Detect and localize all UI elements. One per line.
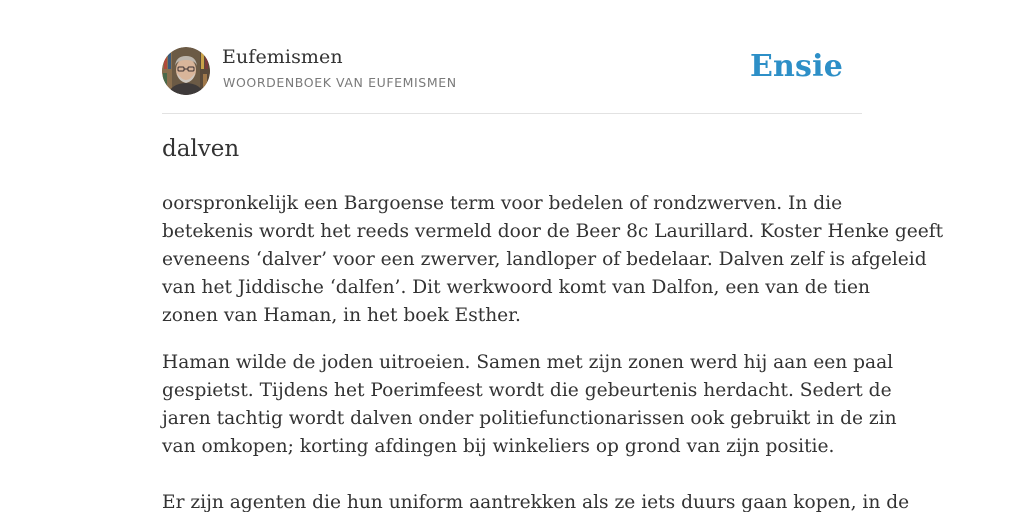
definition-line: Haman wilde de joden uitroeien. Samen met zijn zonen werd hij aan een paal	[162, 352, 894, 373]
header-divider	[162, 113, 862, 114]
definition-line: oorspronkelijk een Bargoense term voor bedelen of rondzwerven. In die	[162, 193, 843, 214]
entry-definition	[162, 190, 944, 512]
definition-line: betekenis wordt het reeds vermeld door de Beer 8c Laurillard. Koster Henke geeft	[162, 221, 944, 242]
brand-logo[interactable]: Ensie	[749, 49, 843, 84]
definition-paragraph	[162, 489, 910, 512]
source-name-link[interactable]: Eufemismen	[222, 46, 343, 68]
definition-line: van omkopen; korting afdingen bij winkeliers op grond van zijn positie.	[162, 436, 835, 457]
entry-page	[162, 0, 944, 512]
definition-line: van het Jiddische ‘dalfen’. Dit werkwoord komt van Dalfon, een van de tien	[162, 277, 870, 298]
entry-term: dalven	[162, 136, 240, 162]
avatar[interactable]	[162, 47, 210, 95]
definition-paragraph	[162, 190, 944, 330]
definition-line: Er zijn agenten die hun uniform aantrekken als ze iets duurs gaan kopen, in de	[162, 492, 910, 512]
source-header	[162, 46, 862, 96]
definition-line: zonen van Haman, in het boek Esther.	[162, 305, 521, 326]
definition-line: gespietst. Tijdens het Poerimfeest wordt die gebeurtenis herdacht. Sedert de	[162, 380, 892, 401]
definition-paragraph	[162, 349, 897, 461]
source-description: WOORDENBOEK VAN EUFEMISMEN	[223, 75, 457, 90]
definition-line: eveneens ‘dalver’ voor een zwerver, landloper of bedelaar. Dalven zelf is afgeleid	[162, 249, 927, 270]
definition-line: jaren tachtig wordt dalven onder politiefunctionarissen ook gebruikt in de zin	[162, 408, 897, 429]
